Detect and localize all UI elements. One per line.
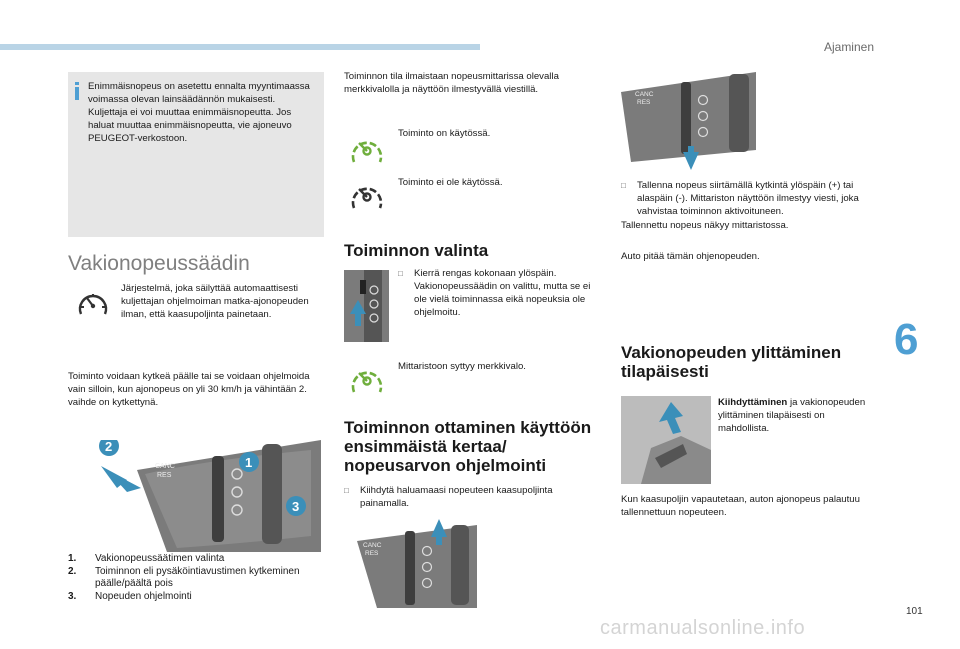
stalk-label-canc: CANC xyxy=(363,542,382,549)
speedometer-icon xyxy=(76,290,110,320)
stalk-label-canc: CANC xyxy=(155,463,175,470)
list-text: Nopeuden ohjelmointi xyxy=(95,590,192,602)
callout-label: 1 xyxy=(245,455,253,470)
status-intro: Toiminnon tila ilmaistaan nopeusmittarissa olevalla merkkivalolla ja näyttöön ilmestyvällä viestillä. xyxy=(344,71,559,95)
autopilot-text: Auto pitää tämän ohjenopeuden. xyxy=(621,251,760,262)
heading-exceed: Vakionopeuden ylittäminen tilapäisesti xyxy=(621,343,842,381)
list-text: Vakionopeussäätimen valinta xyxy=(95,553,225,564)
list-item xyxy=(68,553,324,566)
section-title: Ajaminen xyxy=(823,40,874,54)
callout-label: 2 xyxy=(105,440,113,454)
arrow-up-icon xyxy=(350,300,366,326)
activation-text: Toiminto voidaan kytkeä päälle tai se voidaan ohjelmoida vain silloin, kun ajonopeus on yli 30 km/h ja vähintään 2. vaihde on kytkettynä. xyxy=(68,371,310,408)
stalk-illustration xyxy=(621,72,756,172)
bullet-marker: □ xyxy=(398,269,403,278)
status-inactive: Toiminto ei ole käytössä. xyxy=(398,177,503,188)
info-paragraph: Enimmäisnopeus on asetettu ennalta myyntimaassa voimassa olevan lainsäädännön mukaisesti. xyxy=(88,81,310,105)
header-bar xyxy=(0,44,480,50)
callout-label: 3 xyxy=(292,499,300,514)
pedal-figure xyxy=(621,396,711,484)
section-heading-cruise-control: Vakionopeussäädin xyxy=(68,252,250,275)
cruise-active-icon xyxy=(348,136,386,166)
indicator-text: Mittaristoon syttyy merkkivalo. xyxy=(398,361,526,372)
list-text: Toiminnon eli pysäköintiavustimen kytkeminen päälle/päältä pois xyxy=(95,565,300,589)
status-active: Toiminto on käytössä. xyxy=(398,128,491,139)
stalk-label-canc: CANC xyxy=(635,91,654,98)
bullet-marker: □ xyxy=(621,181,626,190)
stalk-closeup xyxy=(344,270,389,342)
list-item xyxy=(68,566,324,591)
exceed-rest: ja vakionopeuden ylittäminen tilapäisesti on mahdollista. xyxy=(718,397,866,434)
accelerate-figure xyxy=(357,515,477,608)
bullet-text: Kiihdytä haluamaasi nopeuteen kaasupoljinta painamalla. xyxy=(360,485,553,509)
save-after-text: Tallennettu nopeus näkyy mittaristossa. xyxy=(621,220,789,231)
info-paragraph: Kuljettaja ei voi muuttaa enimmäisnopeutta. Jos haluat muuttaa enimmäisnopeutta, vie ajoneuvo PEUGEOT-verkostoon. xyxy=(88,107,292,144)
bullet-marker: □ xyxy=(344,486,349,495)
exceed-text xyxy=(718,396,868,435)
save-speed-figure xyxy=(621,72,756,172)
stalk-label-res: RES xyxy=(365,550,379,557)
chapter-number: 6 xyxy=(894,315,919,364)
info-icon xyxy=(74,82,80,100)
watermark: carmanualsonline.info xyxy=(600,617,806,639)
bullet-text: Kierrä rengas kokonaan ylöspäin. Vakionopeussäädin on valittu, mutta se ei ole vielä toiminnassa eikä nopeuksia ole ohjelmoitu. xyxy=(414,268,591,318)
info-text xyxy=(88,80,316,145)
heading-first-use: Toiminnon ottaminen käyttöön ensimmäistä kertaa/ nopeusarvon ohjelmointi xyxy=(344,418,592,475)
arrow-down-icon xyxy=(659,402,683,434)
bullet-text: Tallenna nopeus siirtämällä kytkintä ylöspäin (+) tai alaspäin (-). Mittariston näyttöön ilmestyy viesti, joka vahvistaa toiminnon aktivoituneen. xyxy=(637,180,859,217)
list-number: 1. xyxy=(68,553,77,564)
list-item xyxy=(68,591,324,604)
stalk-illustration xyxy=(357,515,477,608)
cruise-indicator-icon xyxy=(348,366,386,396)
list-number: 3. xyxy=(68,590,77,602)
exceed-bold: Kiihdyttäminen xyxy=(718,397,788,408)
stalk-label-res: RES xyxy=(157,472,172,479)
save-bullet xyxy=(621,179,871,218)
stalk-illustration xyxy=(97,440,321,552)
first-use-bullet xyxy=(344,484,602,510)
selection-bullet xyxy=(398,267,598,319)
stalk-label-res: RES xyxy=(637,99,651,106)
list-number: 2. xyxy=(68,565,77,577)
selection-figure xyxy=(344,270,389,342)
numbered-list xyxy=(68,553,324,603)
stalk-figure xyxy=(97,440,321,552)
heading-selection: Toiminnon valinta xyxy=(344,241,489,260)
pedal-illustration xyxy=(621,396,711,484)
cruise-inactive-icon xyxy=(348,182,386,212)
release-text: Kun kaasupoljin vapautetaan, auton ajonopeus palautuu tallennettuun nopeuteen. xyxy=(621,494,860,518)
page-number: 101 xyxy=(906,606,923,617)
intro-text: Järjestelmä, joka säilyttää automaattisesti kuljettajan ohjelmoiman matka-ajonopeuden ilman, että kaasupoljinta painetaan. xyxy=(121,283,309,320)
